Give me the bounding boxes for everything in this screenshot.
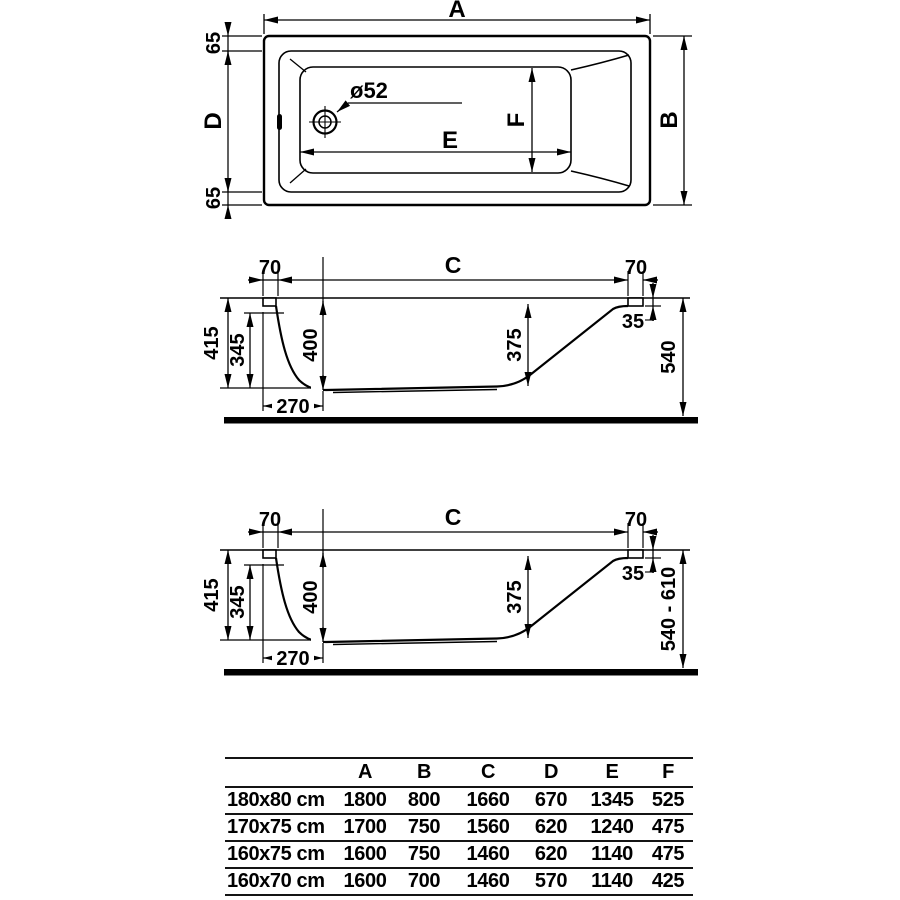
dim-label-d: D [200, 112, 227, 130]
dimension-table [225, 757, 693, 896]
header-empty [225, 758, 337, 787]
dim-label-70-right: 70 [624, 257, 648, 279]
section-view-1 [201, 252, 698, 424]
drain [309, 78, 462, 138]
section-view-2 [201, 504, 698, 676]
dim-label-540-610: 540 - 610 [658, 566, 680, 652]
table-header-row [225, 758, 693, 787]
dim-b [653, 36, 692, 205]
header-d: D [521, 758, 581, 787]
dim-label-b: B [656, 111, 683, 129]
dim-label-65-top: 65 [203, 31, 225, 55]
plan-view [200, 0, 692, 219]
rim-right [628, 298, 643, 306]
dim-label-f: F [503, 112, 530, 128]
dim-label-400: 400 [300, 328, 322, 362]
size-label: 170x75 cm [225, 814, 337, 841]
dim-a [264, 0, 650, 34]
dim-label-415: 415 [201, 326, 223, 360]
dim-label-540: 540 [658, 340, 680, 374]
dim-label-c: C [444, 252, 462, 278]
table-row: 160x70 cm 1600 700 1460 570 1140 425 [225, 868, 693, 895]
rim-left [263, 298, 276, 306]
dim-label-345: 345 [227, 333, 249, 367]
dim-label-35: 35 [621, 311, 645, 333]
dim-e [300, 127, 571, 154]
header-e: E [581, 758, 643, 787]
tub-outline-plan [264, 36, 650, 205]
tub-outline-section [276, 306, 628, 390]
dim-label-a: A [448, 0, 466, 23]
dim-label-70-left: 70 [258, 257, 282, 279]
drain-label: ø52 [350, 78, 388, 103]
header-b: B [393, 758, 455, 787]
header-a: A [337, 758, 393, 787]
table-row: 170x75 cm 1700 750 1560 620 1240 475 [225, 814, 693, 841]
size-label: 160x70 cm [225, 868, 337, 895]
dim-label-65-bottom: 65 [203, 186, 225, 210]
table-row: 180x80 cm 1800 800 1660 670 1345 525 [225, 787, 693, 814]
header-c: C [455, 758, 521, 787]
dim-label-270: 270 [276, 396, 310, 418]
overflow-mark [277, 114, 282, 130]
dim-left-group [200, 22, 262, 219]
dim-label-375: 375 [504, 328, 526, 362]
size-label: 180x80 cm [225, 787, 337, 814]
header-f: F [643, 758, 693, 787]
table-row: 160x75 cm 1600 750 1460 620 1140 475 [225, 841, 693, 868]
size-label: 160x75 cm [225, 841, 337, 868]
dim-label-e: E [441, 127, 459, 154]
dim-f [503, 68, 532, 172]
